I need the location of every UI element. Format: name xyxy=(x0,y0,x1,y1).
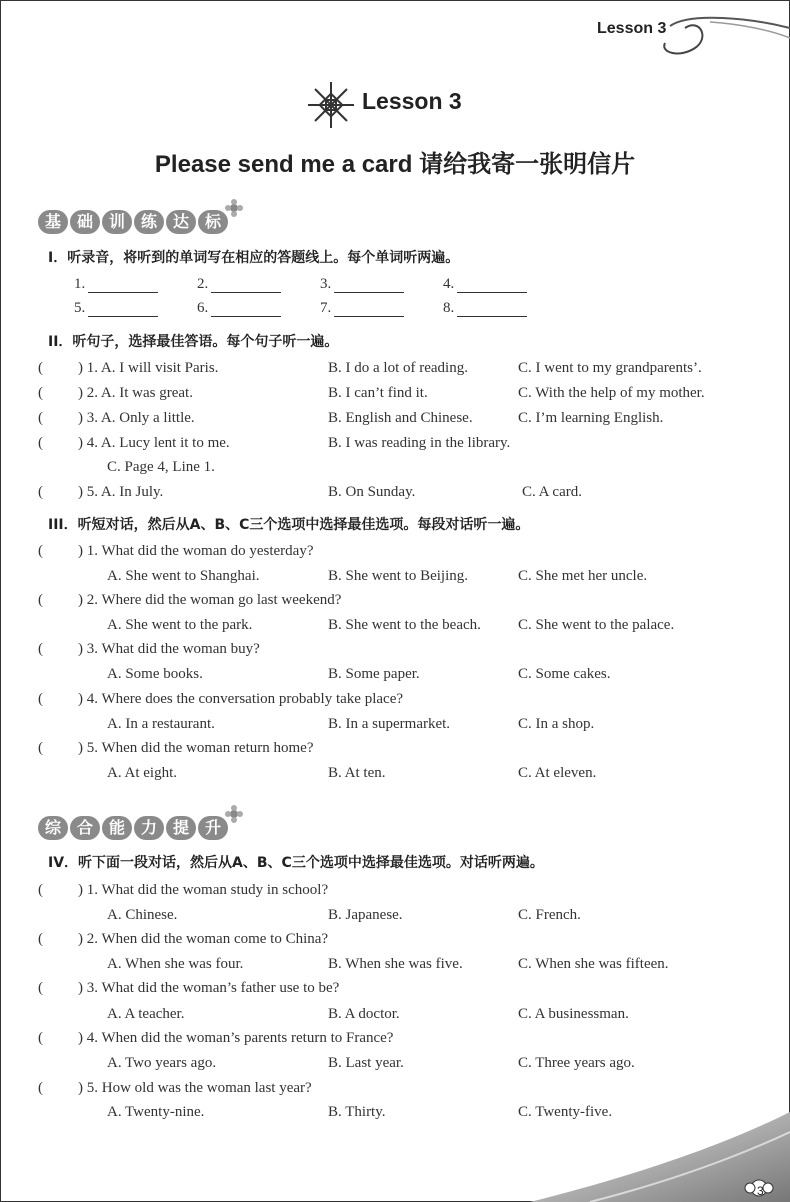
badge-char: 标 xyxy=(198,210,228,234)
q4-question-2: ) 2. When did the woman come to China? xyxy=(78,931,329,947)
section-badge-advanced xyxy=(38,816,228,844)
q4-option-b: B. A doctor. xyxy=(328,1006,400,1022)
q3-option-b: B. She went to Beijing. xyxy=(328,568,468,584)
answer-paren[interactable]: ( xyxy=(38,543,43,559)
q3-option-b: B. In a supermarket. xyxy=(328,716,451,732)
answer-paren[interactable]: ( xyxy=(38,1080,43,1096)
answer-paren[interactable]: ( xyxy=(38,740,43,756)
q3-option-a: A. At eight. xyxy=(107,765,177,781)
answer-paren[interactable]: ( xyxy=(38,385,43,401)
q2-option-b: B. On Sunday. xyxy=(328,484,416,500)
q2-option-b: B. I do a lot of reading. xyxy=(328,360,468,376)
answer-paren[interactable]: ( xyxy=(38,691,43,707)
badge-char: 力 xyxy=(134,816,164,840)
q2-option-b: B. I can’t find it. xyxy=(328,385,428,401)
section-badge-basic xyxy=(38,210,228,238)
header-swoosh-decoration xyxy=(640,8,790,68)
q2-item-4: ) 4. A. Lucy lent it to me. xyxy=(78,435,230,451)
badge-char: 基 xyxy=(38,210,68,234)
q2-option-c: C. A card. xyxy=(522,484,582,500)
q3-question-4: ) 4. Where does the conversation probably take place? xyxy=(78,691,404,707)
q4-option-a: A. Two years ago. xyxy=(107,1055,217,1071)
answer-blank-1[interactable]: 1. xyxy=(74,276,158,293)
answer-paren[interactable]: ( xyxy=(38,435,43,451)
flower-icon xyxy=(224,804,244,824)
q4-option-b: B. Last year. xyxy=(328,1055,404,1071)
q4-option-b: B. Japanese. xyxy=(328,907,403,923)
badge-char: 综 xyxy=(38,816,68,840)
q4-option-b: B. Thirty. xyxy=(328,1104,386,1120)
q2-option-c: C. Page 4, Line 1. xyxy=(107,459,215,475)
page-number: 3 xyxy=(757,1184,764,1198)
q3-question-3: ) 3. What did the woman buy? xyxy=(78,641,260,657)
question-1-heading: I．听录音，将听到的单词写在相应的答题线上。每个单词听两遍。 xyxy=(48,250,460,266)
q3-option-c: C. Some cakes. xyxy=(518,666,611,682)
answer-blank-5[interactable]: 5. xyxy=(74,300,158,317)
q2-item-1: ) 1. A. I will visit Paris. xyxy=(78,360,219,376)
lesson-title-row xyxy=(0,80,790,130)
badge-char: 升 xyxy=(198,816,228,840)
q4-question-3: ) 3. What did the woman’s father use to be? xyxy=(78,980,340,996)
flower-icon xyxy=(224,198,244,218)
answer-blank-2[interactable]: 2. xyxy=(197,276,281,293)
answer-blank-7[interactable]: 7. xyxy=(320,300,404,317)
badge-char: 提 xyxy=(166,816,196,840)
q3-option-a: A. She went to the park. xyxy=(107,617,253,633)
q2-option-b: B. English and Chinese. xyxy=(328,410,473,426)
q2-option-c: C. I went to my grandparents’. xyxy=(518,360,702,376)
q4-question-1: ) 1. What did the woman study in school? xyxy=(78,882,329,898)
q4-question-4: ) 4. When did the woman’s parents return to France? xyxy=(78,1030,394,1046)
badge-char: 础 xyxy=(70,210,100,234)
answer-paren[interactable]: ( xyxy=(38,592,43,608)
q4-question-5: ) 5. How old was the woman last year? xyxy=(78,1080,312,1096)
q2-item-2: ) 2. A. It was great. xyxy=(78,385,193,401)
answer-blank-4[interactable]: 4. xyxy=(443,276,527,293)
q3-option-a: A. Some books. xyxy=(107,666,203,682)
q3-option-c: C. She met her uncle. xyxy=(518,568,648,584)
q3-question-2: ) 2. Where did the woman go last weekend? xyxy=(78,592,342,608)
q4-option-a: A. Chinese. xyxy=(107,907,178,923)
answer-paren[interactable]: ( xyxy=(38,410,43,426)
q4-option-c: C. French. xyxy=(518,907,581,923)
q3-option-b: B. Some paper. xyxy=(328,666,420,682)
answer-paren[interactable]: ( xyxy=(38,882,43,898)
q3-option-a: A. In a restaurant. xyxy=(107,716,215,732)
question-2-heading: II．听句子，选择最佳答语。每个句子听一遍。 xyxy=(48,334,339,350)
badge-char: 合 xyxy=(70,816,100,840)
answer-paren[interactable]: ( xyxy=(38,360,43,376)
q4-option-b: B. When she was five. xyxy=(328,956,463,972)
q4-option-a: A. When she was four. xyxy=(107,956,244,972)
header-lesson-label: Lesson 3 xyxy=(597,20,667,37)
q2-option-c: C. I’m learning English. xyxy=(518,410,664,426)
q4-option-c: C. Three years ago. xyxy=(518,1055,635,1071)
answer-paren[interactable]: ( xyxy=(38,641,43,657)
q3-question-5: ) 5. When did the woman return home? xyxy=(78,740,314,756)
q3-option-c: C. She went to the palace. xyxy=(518,617,675,633)
q4-option-c: C. When she was fifteen. xyxy=(518,956,669,972)
answer-paren[interactable]: ( xyxy=(38,484,43,500)
q3-option-a: A. She went to Shanghai. xyxy=(107,568,260,584)
q3-option-b: B. She went to the beach. xyxy=(328,617,481,633)
question-4-heading: IV．听下面一段对话，然后从A、B、C三个选项中选择最佳选项。对话听两遍。 xyxy=(48,855,544,871)
answer-blank-6[interactable]: 6. xyxy=(197,300,281,317)
q3-option-c: C. In a shop. xyxy=(518,716,595,732)
q4-option-a: A. Twenty-nine. xyxy=(107,1104,205,1120)
q4-option-c: C. A businessman. xyxy=(518,1006,629,1022)
answer-paren[interactable]: ( xyxy=(38,1030,43,1046)
q2-item-5: ) 5. A. In July. xyxy=(78,484,164,500)
q3-option-b: B. At ten. xyxy=(328,765,386,781)
q3-option-c: C. At eleven. xyxy=(518,765,597,781)
badge-char: 练 xyxy=(134,210,164,234)
answer-blank-3[interactable]: 3. xyxy=(320,276,404,293)
badge-char: 训 xyxy=(102,210,132,234)
answer-paren[interactable]: ( xyxy=(38,931,43,947)
badge-char: 能 xyxy=(102,816,132,840)
answer-blank-8[interactable]: 8. xyxy=(443,300,527,317)
q4-option-a: A. A teacher. xyxy=(107,1006,185,1022)
q2-item-3: ) 3. A. Only a little. xyxy=(78,410,195,426)
q3-question-1: ) 1. What did the woman do yesterday? xyxy=(78,543,314,559)
q2-option-c: C. With the help of my mother. xyxy=(518,385,705,401)
answer-paren[interactable]: ( xyxy=(38,980,43,996)
lesson-subtitle: Please send me a card 请给我寄一张明信片 xyxy=(154,151,636,178)
badge-char: 达 xyxy=(166,210,196,234)
q4-option-c: C. Twenty-five. xyxy=(518,1104,613,1120)
q2-option-b: B. I was reading in the library. xyxy=(328,435,511,451)
lesson-title: Lesson 3 xyxy=(362,88,462,114)
snowflake-icon xyxy=(306,80,356,130)
question-3-heading: III．听短对话，然后从A、B、C三个选项中选择最佳选项。每段对话听一遍。 xyxy=(48,517,530,533)
